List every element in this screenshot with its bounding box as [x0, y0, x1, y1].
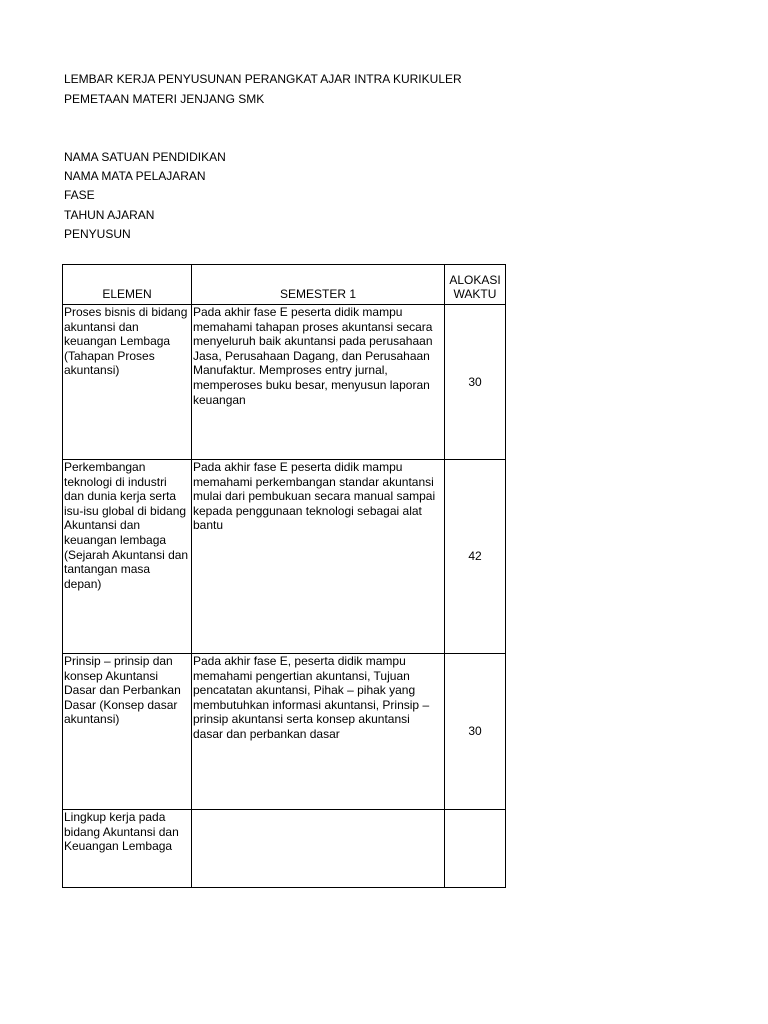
table-row — [63, 460, 506, 654]
cell-alokasi-waktu: 30 — [445, 654, 506, 810]
field-label-penyusun: PENYUSUN — [64, 227, 131, 241]
document-title-line-2: PEMETAAN MATERI JENJANG SMK — [64, 92, 265, 106]
cell-semester: Pada akhir fase E peserta didik mampu memahami tahapan proses akuntansi secara menyeluruh baik akuntansi pada perusahaan Jasa, Perusahaan Dagang, dan Perusahaan Manufaktur. Memproses entry jurnal, memperoses buku besar, menyusun laporan keuangan — [192, 305, 445, 460]
table-header-row — [63, 265, 506, 305]
field-label-nama-mata-pelajaran: NAMA MATA PELAJARAN — [64, 169, 206, 183]
header-elemen: ELEMEN — [63, 265, 192, 305]
cell-semester — [192, 810, 445, 888]
field-label-nama-satuan-pendidikan: NAMA SATUAN PENDIDIKAN — [64, 150, 226, 164]
cell-elemen: Prinsip – prinsip dan konsep Akuntansi Dasar dan Perbankan Dasar (Konsep dasar akuntansi) — [63, 654, 192, 810]
header-semester-1: SEMESTER 1 — [192, 265, 445, 305]
document-title-line-1: LEMBAR KERJA PENYUSUNAN PERANGKAT AJAR INTRA KURIKULER — [64, 72, 462, 86]
header-alokasi-waktu — [445, 265, 506, 305]
cell-elemen: Proses bisnis di bidang akuntansi dan keuangan Lembaga (Tahapan Proses akuntansi) — [63, 305, 192, 460]
cell-semester: Pada akhir fase E, peserta didik mampu memahami pengertian akuntansi, Tujuan pencatatan akuntansi, Pihak – pihak yang membutuhkan informasi akuntansi, Prinsip – prinsip akuntansi serta konsep akuntansi dasar dan perbankan dasar — [192, 654, 445, 810]
mapping-table — [62, 264, 506, 888]
cell-alokasi-waktu — [445, 810, 506, 888]
cell-elemen: Perkembangan teknologi di industri dan dunia kerja serta isu-isu global di bidang Akuntansi dan keuangan lembaga (Sejarah Akuntansi dan tantangan masa depan) — [63, 460, 192, 654]
table-row — [63, 810, 506, 888]
field-label-fase: FASE — [64, 188, 95, 202]
cell-elemen: Lingkup kerja pada bidang Akuntansi dan Keuangan Lembaga — [63, 810, 192, 888]
header-waktu-line: WAKTU — [453, 287, 497, 302]
header-alokasi-line: ALOKASI — [449, 272, 501, 287]
table-row — [63, 305, 506, 460]
field-label-tahun-ajaran: TAHUN AJARAN — [64, 208, 155, 222]
cell-semester: Pada akhir fase E peserta didik mampu memahami perkembangan standar akuntansi mulai dari pembukuan secara manual sampai kepada penggunaan teknologi sebagai alat bantu — [192, 460, 445, 654]
table-row — [63, 654, 506, 810]
cell-alokasi-waktu: 42 — [445, 460, 506, 654]
cell-alokasi-waktu: 30 — [445, 305, 506, 460]
